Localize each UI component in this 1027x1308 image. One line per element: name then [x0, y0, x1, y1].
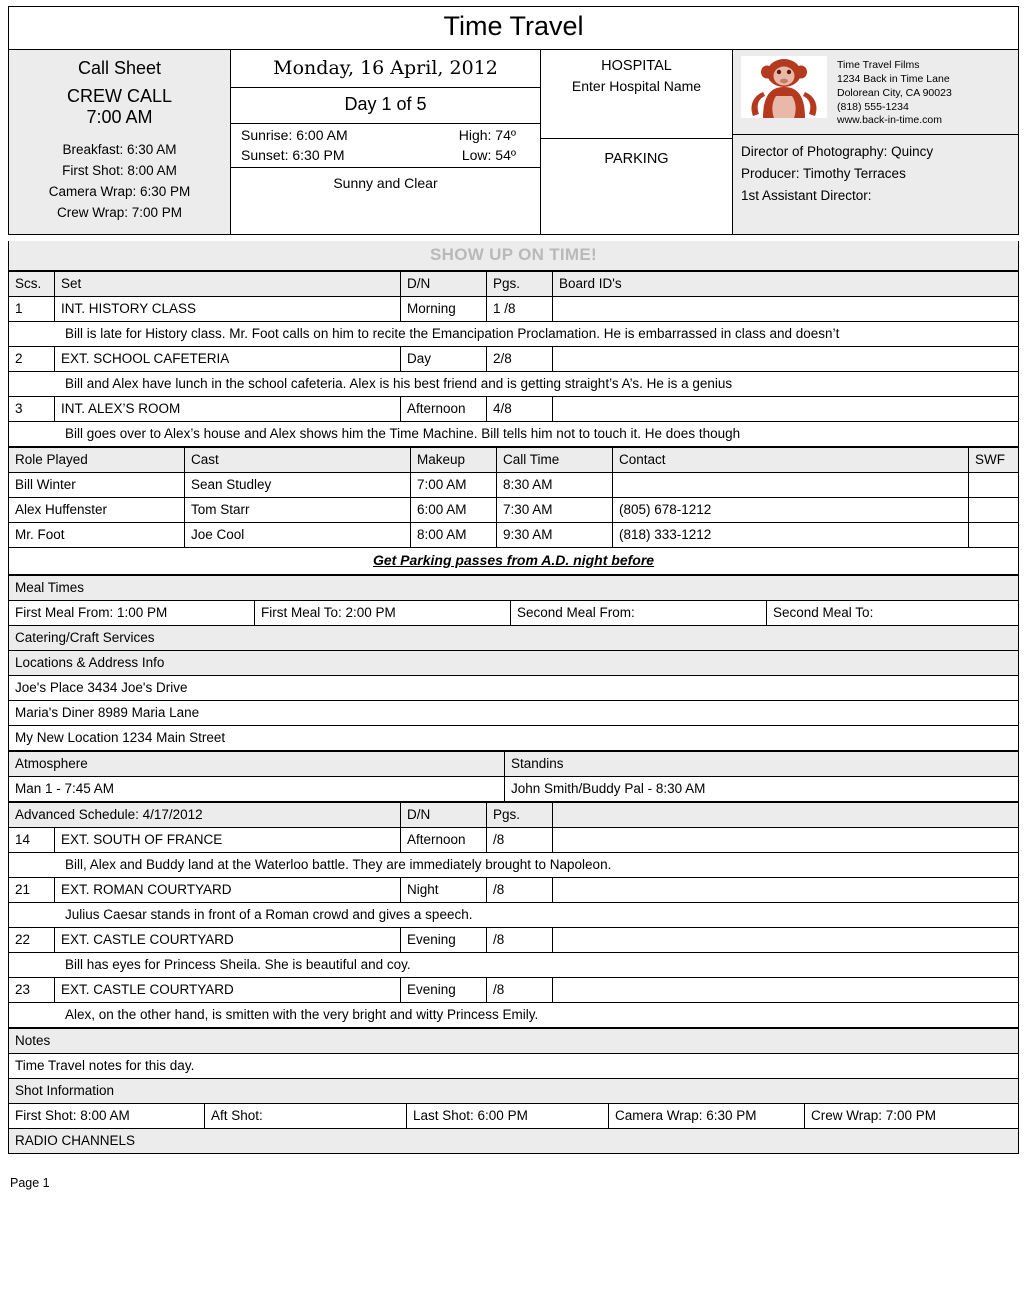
- advanced-col-pgs: Pgs.: [487, 802, 553, 827]
- scene-dn: Morning: [401, 296, 487, 321]
- scene-board: [553, 827, 1019, 852]
- scene-pgs: 2/8: [487, 346, 553, 371]
- catering-section-header: Catering/Craft Services: [9, 625, 1019, 650]
- table-row: [9, 497, 1019, 522]
- cast-call-time: 7:30 AM: [497, 497, 613, 522]
- scene-number: 21: [9, 877, 55, 902]
- header-block: [8, 50, 1019, 235]
- production-website: www.back-in-time.com: [837, 114, 943, 127]
- advanced-schedule-header-row: [9, 802, 1019, 827]
- notes-section-header: Notes: [9, 1028, 1019, 1053]
- scene-pgs: 4/8: [487, 396, 553, 421]
- page-footer: Page 1: [10, 1175, 50, 1190]
- scene-dn: Evening: [401, 927, 487, 952]
- shot-information-section-header: Shot Information: [9, 1078, 1019, 1103]
- scene-description: Bill goes over to Alex’s house and Alex shows him the Time Machine. Bill tells him not to touch it. He does though: [9, 421, 1019, 446]
- scene-pgs: /8: [487, 977, 553, 1002]
- locations-section-header: Locations & Address Info: [9, 650, 1019, 675]
- breakfast-time: Breakfast: 6:30 AM: [62, 142, 177, 157]
- second-meal-from: Second Meal From:: [511, 600, 767, 625]
- list-item: [9, 675, 1019, 700]
- production-block: [733, 50, 1018, 234]
- cast-swf: [969, 497, 1019, 522]
- scene-set: EXT. SOUTH OF FRANCE: [55, 827, 401, 852]
- table-row: [9, 1103, 1019, 1128]
- parking-title: PARKING: [604, 151, 669, 167]
- table-row: [9, 852, 1019, 877]
- scene-board: [553, 296, 1019, 321]
- atmosphere-section-header: Atmosphere: [9, 751, 505, 776]
- atmosphere-table: [8, 751, 1019, 802]
- shot-aft: Aft Shot:: [205, 1103, 407, 1128]
- table-row: [9, 346, 1019, 371]
- scene-board: [553, 396, 1019, 421]
- scene-dn: Afternoon: [401, 827, 487, 852]
- locations-section-row: [9, 650, 1019, 675]
- hospital-name: Enter Hospital Name: [571, 78, 702, 94]
- production-company: Time Travel Films: [837, 59, 920, 71]
- table-row: [9, 396, 1019, 421]
- table-row: [9, 371, 1019, 396]
- advanced-schedule-section-header: Advanced Schedule: 4/17/2012: [9, 802, 401, 827]
- atmosphere-value: Man 1 - 7:45 AM: [9, 776, 505, 801]
- table-row: [9, 600, 1019, 625]
- scene-board: [553, 346, 1019, 371]
- day-of-schedule: Day 1 of 5: [231, 88, 540, 124]
- date-block: [231, 50, 541, 234]
- parking-passes-note: Get Parking passes from A.D. night before: [8, 548, 1019, 575]
- scene-description: Bill, Alex and Buddy land at the Waterloo battle. They are immediately brought to Napoleon.: [9, 852, 1019, 877]
- atmosphere-section-row: [9, 751, 1019, 776]
- scene-set: EXT. CASTLE COURTYARD: [55, 927, 401, 952]
- table-row: [9, 827, 1019, 852]
- low-temp: Low: 54º: [461, 147, 516, 163]
- location-address: Maria's Diner 8989 Maria Lane: [9, 700, 1019, 725]
- shot-first: First Shot: 8:00 AM: [9, 1103, 205, 1128]
- cast-role: Alex Huffenster: [9, 497, 185, 522]
- list-item: [9, 725, 1019, 750]
- cast-contact: (818) 333-1212: [613, 522, 969, 547]
- production-address-line1: 1234 Back in Time Lane: [837, 72, 950, 85]
- scene-set: EXT. SCHOOL CAFETERIA: [55, 346, 401, 371]
- list-item: [9, 700, 1019, 725]
- location-address: Joe's Place 3434 Joe's Drive: [9, 675, 1019, 700]
- table-row: [9, 1053, 1019, 1078]
- location-address: My New Location 1234 Main Street: [9, 725, 1019, 750]
- table-row: [9, 1002, 1019, 1027]
- first-shot-time: First Shot: 8:00 AM: [62, 162, 177, 178]
- scenes-table: [8, 271, 1019, 447]
- scene-number: 3: [9, 396, 55, 421]
- first-assistant-director: 1st Assistant Director:: [741, 188, 872, 204]
- standins-section-header: Standins: [505, 751, 1019, 776]
- production-address-line2: Dolorean City, CA 90023: [837, 86, 952, 99]
- high-temp: High: 74º: [458, 127, 516, 143]
- meal-times-section-header: Meal Times: [9, 575, 1019, 600]
- scene-board: [553, 977, 1019, 1002]
- cast-makeup: 7:00 AM: [411, 472, 497, 497]
- radio-channels-section-header: RADIO CHANNELS: [9, 1128, 1019, 1153]
- meal-times-table: [8, 575, 1019, 751]
- first-meal-from: First Meal From: 1:00 PM: [9, 600, 255, 625]
- advanced-col-board: [553, 802, 1019, 827]
- call-sheet-summary: [9, 50, 231, 234]
- table-row: [9, 522, 1019, 547]
- hospital-title: HOSPITAL: [601, 58, 672, 74]
- scene-set: INT. HISTORY CLASS: [55, 296, 401, 321]
- scene-description: Bill is late for History class. Mr. Foot calls on him to recite the Emancipation Proclamation. He is embarrassed in class and doesn’t: [9, 321, 1019, 346]
- show-up-banner: SHOW UP ON TIME!: [8, 241, 1019, 271]
- scene-set: EXT. ROMAN COURTYARD: [55, 877, 401, 902]
- crew-wrap-time: Crew Wrap: 7:00 PM: [56, 204, 183, 220]
- scene-set: EXT. CASTLE COURTYARD: [55, 977, 401, 1002]
- table-row: [9, 296, 1019, 321]
- table-row: [9, 472, 1019, 497]
- cast-table: [8, 447, 1019, 548]
- cast-col-call: Call Time: [497, 447, 613, 472]
- table-row: [9, 977, 1019, 1002]
- weather-summary: Sunny and Clear: [333, 175, 438, 191]
- scene-board: [553, 927, 1019, 952]
- scenes-col-scs: Scs.: [9, 271, 55, 296]
- scene-dn: Evening: [401, 977, 487, 1002]
- scene-description: Julius Caesar stands in front of a Roman crowd and gives a speech.: [9, 902, 1019, 927]
- crew-call-time: 7:00 AM: [86, 107, 153, 127]
- scene-dn: Afternoon: [401, 396, 487, 421]
- shot-info-section-row: [9, 1078, 1019, 1103]
- cast-header-row: [9, 447, 1019, 472]
- scenes-col-board: Board ID's: [553, 271, 1019, 296]
- shot-camera-wrap: Camera Wrap: 6:30 PM: [609, 1103, 805, 1128]
- cast-call-time: 8:30 AM: [497, 472, 613, 497]
- crew-call-label: CREW CALL: [66, 86, 173, 106]
- notes-value: Time Travel notes for this day.: [9, 1053, 1019, 1078]
- production-identity: [733, 50, 1018, 135]
- scene-set: INT. ALEX’S ROOM: [55, 396, 401, 421]
- cast-col-swf: SWF: [969, 447, 1019, 472]
- call-sheet: [8, 6, 1019, 1190]
- notes-section-row: [9, 1028, 1019, 1053]
- scene-pgs: /8: [487, 827, 553, 852]
- scenes-header-row: [9, 271, 1019, 296]
- cast-role: Bill Winter: [9, 472, 185, 497]
- shot-crew-wrap: Crew Wrap: 7:00 PM: [805, 1103, 1019, 1128]
- scene-number: 23: [9, 977, 55, 1002]
- cast-col-contact: Contact: [613, 447, 969, 472]
- notes-shots-table: [8, 1028, 1019, 1154]
- scene-number: 2: [9, 346, 55, 371]
- advanced-col-dn: D/N: [401, 802, 487, 827]
- standins-value: John Smith/Buddy Pal - 8:30 AM: [505, 776, 1019, 801]
- sunrise-high-row: [231, 124, 540, 144]
- table-row: [9, 927, 1019, 952]
- scene-dn: Night: [401, 877, 487, 902]
- producer: Producer: Timothy Terraces: [741, 166, 906, 182]
- table-row: [9, 321, 1019, 346]
- advanced-schedule-table: [8, 802, 1019, 1028]
- shot-last: Last Shot: 6:00 PM: [407, 1103, 609, 1128]
- scenes-col-pgs: Pgs.: [487, 271, 553, 296]
- cast-col-cast: Cast: [185, 447, 411, 472]
- cast-col-role: Role Played: [9, 447, 185, 472]
- scene-board: [553, 877, 1019, 902]
- production-address: [827, 56, 952, 128]
- second-meal-to: Second Meal To:: [767, 600, 1019, 625]
- table-row: [9, 421, 1019, 446]
- table-row: [9, 776, 1019, 801]
- sunset: Sunset: 6:30 PM: [241, 147, 345, 163]
- hospital-block: [541, 50, 732, 139]
- camera-wrap-time: Camera Wrap: 6:30 PM: [48, 183, 191, 199]
- call-times: [13, 140, 226, 224]
- scenes-col-set: Set: [55, 271, 401, 296]
- cast-name: Sean Studley: [185, 472, 411, 497]
- cast-contact: (805) 678-1212: [613, 497, 969, 522]
- director-of-photography: Director of Photography: Quincy: [741, 144, 934, 160]
- page-title: Time Travel: [8, 6, 1019, 50]
- sun-weather-block: [231, 124, 540, 168]
- production-crew: [733, 135, 1018, 215]
- table-row: [9, 952, 1019, 977]
- sunset-low-row: [231, 144, 540, 164]
- call-sheet-label: Call Sheet: [77, 58, 162, 78]
- monkey-logo-icon: [741, 56, 827, 118]
- radio-section-row: [9, 1128, 1019, 1153]
- meal-section-row: [9, 575, 1019, 600]
- cast-col-makeup: Makeup: [411, 447, 497, 472]
- table-row: [9, 877, 1019, 902]
- scene-dn: Day: [401, 346, 487, 371]
- cast-call-time: 9:30 AM: [497, 522, 613, 547]
- shoot-date: Monday, 16 April, 2012: [231, 50, 540, 88]
- cast-role: Mr. Foot: [9, 522, 185, 547]
- hospital-parking-block: [541, 50, 733, 234]
- scene-description: Bill and Alex have lunch in the school cafeteria. Alex is his best friend and is getting straight’s A’s. He is a genius: [9, 371, 1019, 396]
- scene-number: 22: [9, 927, 55, 952]
- sunrise: Sunrise: 6:00 AM: [241, 127, 348, 143]
- first-meal-to: First Meal To: 2:00 PM: [255, 600, 511, 625]
- scene-description: Alex, on the other hand, is smitten with the very bright and witty Princess Emily.: [9, 1002, 1019, 1027]
- cast-contact: [613, 472, 969, 497]
- scenes-col-dn: D/N: [401, 271, 487, 296]
- scene-number: 1: [9, 296, 55, 321]
- scene-pgs: 1 /8: [487, 296, 553, 321]
- cast-swf: [969, 522, 1019, 547]
- scene-number: 14: [9, 827, 55, 852]
- cast-name: Tom Starr: [185, 497, 411, 522]
- scene-pgs: /8: [487, 927, 553, 952]
- cast-name: Joe Cool: [185, 522, 411, 547]
- production-phone: (818) 555-1234: [837, 100, 909, 113]
- catering-section-row: [9, 625, 1019, 650]
- cast-makeup: 6:00 AM: [411, 497, 497, 522]
- scene-pgs: /8: [487, 877, 553, 902]
- scene-description: Bill has eyes for Princess Sheila. She is beautiful and coy.: [9, 952, 1019, 977]
- cast-makeup: 8:00 AM: [411, 522, 497, 547]
- table-row: [9, 902, 1019, 927]
- cast-swf: [969, 472, 1019, 497]
